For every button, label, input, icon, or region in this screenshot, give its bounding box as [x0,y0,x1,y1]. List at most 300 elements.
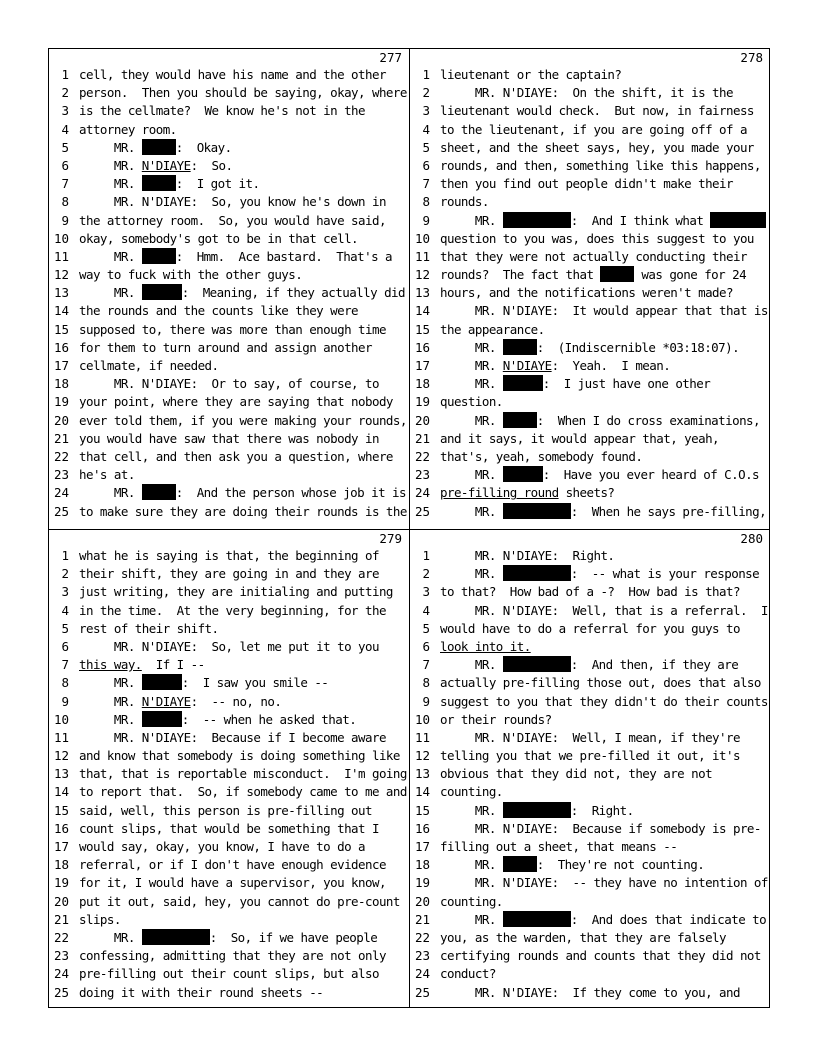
line-text: MR. N'DIAYE: Well, I mean, if they're [440,729,740,745]
transcript-line [49,393,408,411]
transcript-line [49,84,408,102]
line-number: 13 [53,766,69,782]
line-number: 11 [53,248,69,264]
transcript-line [410,547,769,565]
line-text: MR. : Okay. [79,139,232,155]
redaction-bar [710,212,766,228]
transcript-line [410,284,769,302]
line-number: 17 [53,839,69,854]
transcript-line [49,602,408,620]
transcript-line [410,102,769,120]
transcript-line [410,838,769,856]
line-number: 14 [414,303,430,319]
line-text: MR. : When I do cross examinations, [440,412,761,428]
transcript-line [49,747,408,765]
line-number: 11 [414,248,430,264]
transcript-line [410,157,769,175]
line-number: 7 [422,176,430,192]
transcript-line [49,729,408,747]
line-text: okay, somebody's got to be in that cell. [79,230,359,246]
transcript-line [49,412,408,430]
line-text: MR. : Have you ever heard of C.O.s [440,467,760,483]
transcript-line [49,212,408,230]
line-text: MR. : I got it. [79,176,260,192]
line-text: to the lieutenant, if you are going off of a [440,121,747,137]
line-text: MR. : I saw you smile -- [79,675,329,691]
redaction-bar [142,711,182,727]
line-text: counting. [440,893,503,909]
line-number: 3 [422,103,430,119]
line-number: 15 [53,802,69,818]
line-text: conduct? [440,966,496,982]
line-text: slips. [79,911,121,927]
transcript-line [49,583,408,601]
redaction-bar [503,503,571,519]
line-number: 5 [61,139,69,155]
line-text: would have to do a referral for you guys to [440,620,740,636]
line-number: 1 [61,67,69,82]
line-number: 19 [53,394,69,410]
transcript-line [49,965,408,983]
line-text: put it out, said, hey, you cannot do pre-count [79,893,400,909]
transcript-line [49,911,408,929]
transcript-line [49,674,408,692]
line-number: 16 [53,339,69,355]
transcript-line [49,284,408,302]
redaction-bar [503,802,571,818]
line-text: MR. : -- what is your response [440,566,760,582]
transcript-line [49,783,408,801]
line-number: 20 [53,893,69,909]
line-number: 19 [414,394,430,410]
line-text: that they were not actually conducting their [440,248,747,264]
line-number: 9 [61,212,69,228]
line-number: 5 [422,620,430,636]
line-text: you, as the warden, that they are falsely [440,929,727,945]
line-number: 12 [53,748,69,764]
line-number: 2 [422,566,430,582]
line-number: 6 [422,157,430,173]
line-text: MR. N'DIAYE: Because if I become aware [79,729,386,745]
line-number: 22 [53,929,69,945]
line-number: 4 [422,602,430,618]
transcript-line [49,339,408,357]
redaction-bar [142,929,210,945]
line-number: 8 [422,675,430,691]
transcript-line [410,248,769,266]
transcript-line [49,856,408,874]
line-text: referral, or if I don't have enough evidence [79,857,386,873]
line-number: 17 [53,358,69,373]
line-text: MR. : And the person whose job it is [79,485,406,501]
line-text: MR. N'DIAYE: Right. [440,548,615,563]
transcript-line [410,911,769,929]
line-number: 11 [53,729,69,745]
transcript-line [410,121,769,139]
transcript-line [410,302,769,320]
line-text: certifying rounds and counts that they did not [440,948,761,964]
transcript-line [49,321,408,339]
line-number: 1 [61,548,69,563]
line-text: you would have saw that there was nobody in [79,430,379,446]
transcript-line [49,230,408,248]
page-number: 279 [379,531,402,546]
redaction-bar [503,856,537,872]
line-number: 10 [53,230,69,246]
transcript-line [49,711,408,729]
transcript-line [49,266,408,284]
line-text: MR. : -- when he asked that. [79,711,357,727]
transcript-lines [410,66,769,521]
transcript-line [410,139,769,157]
transcript-line [410,656,769,674]
line-text: pre-filling round sheets? [440,485,615,501]
line-text: confessing, admitting that they are not only [79,948,386,964]
line-text: question. [440,394,503,410]
transcript-line [410,66,769,84]
line-text: counting. [440,784,503,800]
line-text: MR. N'DIAYE: If they come to you, and [440,984,740,1000]
line-number: 3 [422,584,430,600]
transcript-line [410,321,769,339]
line-text: MR. N'DIAYE: -- no, no. [79,693,282,709]
line-number: 25 [53,503,69,519]
line-number: 23 [53,467,69,483]
line-text: for it, I would have a supervisor, you know, [79,875,386,891]
transcript-line [410,711,769,729]
line-text: what he is saying is that, the beginning of [79,548,379,563]
line-number: 12 [414,748,430,764]
transcript-line [410,175,769,193]
transcript-line [49,448,408,466]
redaction-bar [503,339,537,355]
line-text: MR. N'DIAYE: It would appear that that is [440,303,768,319]
line-number: 21 [414,430,430,446]
line-text: rounds. [440,194,489,210]
redaction-bar [503,212,571,228]
line-number: 23 [53,948,69,964]
line-number: 25 [414,503,430,519]
line-text: telling you that we pre-filled it out, it's [440,748,740,764]
line-text: then you find out people didn't make their [440,176,733,192]
transcript-line [49,929,408,947]
line-number: 25 [53,984,69,1000]
transcript-line [49,302,408,320]
transcript-sheet [48,48,770,1008]
line-text: filling out a sheet, that means -- [440,839,678,854]
line-number: 13 [414,766,430,782]
line-number: 19 [414,875,430,891]
transcript-line [410,947,769,965]
line-text: and it says, it would appear that, yeah, [440,430,720,446]
line-text: MR. : Hmm. Ace bastard. That's a [79,248,393,264]
transcript-line [410,620,769,638]
page-number: 277 [379,50,402,65]
line-text: ever told them, if you were making your rounds, [79,412,407,428]
line-number: 21 [53,430,69,446]
line-number: 2 [422,85,430,101]
transcript-line [410,230,769,248]
transcript-line [49,947,408,965]
redaction-bar [503,466,543,482]
transcript-line [49,139,408,157]
transcript-line [410,893,769,911]
transcript-line [410,412,769,430]
line-text: supposed to, there was more than enough time [79,321,386,337]
transcript-line [410,802,769,820]
transcript-line [49,102,408,120]
transcript-line [410,856,769,874]
transcript-line [410,729,769,747]
transcript-line [49,820,408,838]
line-number: 8 [422,194,430,210]
transcript-line [410,193,769,211]
line-number: 14 [414,784,430,800]
line-text: pre-filling out their count slips, but also [79,966,379,982]
line-number: 14 [53,784,69,800]
line-number: 22 [414,929,430,945]
line-number: 6 [422,638,430,654]
line-number: 18 [53,376,69,392]
line-text: MR. : And I think what [440,212,766,230]
transcript-line [49,248,408,266]
line-number: 24 [53,966,69,982]
transcript-line [410,339,769,357]
line-number: 20 [53,412,69,428]
transcript-line [410,84,769,102]
line-number: 5 [422,139,430,155]
line-text: MR. N'DIAYE: -- they have no intention of [440,875,768,891]
line-number: 16 [414,820,430,836]
line-text: MR. N'DIAYE: Yeah. I mean. [440,358,671,373]
transcript-line [49,193,408,211]
line-text: sheet, and the sheet says, hey, you made your [440,139,754,155]
line-text: count slips, that would be something that I [79,820,379,836]
line-number: 9 [422,693,430,709]
line-number: 10 [414,711,430,727]
transcript-line [410,783,769,801]
line-number: 12 [53,267,69,283]
line-text: MR. : Right. [440,802,634,818]
redaction-bar [142,248,176,264]
line-text: this way. If I -- [79,657,205,673]
line-text: suggest to you that they didn't do their counts [440,693,768,709]
line-text: doing it with their round sheets -- [79,984,324,1000]
line-text: rounds, and then, something like this happens, [440,157,761,173]
line-text: MR. N'DIAYE: So, let me put it to you [79,638,379,654]
line-number: 9 [422,212,430,228]
line-number: 10 [414,230,430,246]
transcript-line [49,565,408,583]
line-text: would say, okay, you know, I have to do a [79,839,366,854]
transcript-line [410,503,769,521]
line-number: 6 [61,638,69,654]
line-text: MR. : (Indiscernible *03:18:07). [440,339,740,355]
transcript-line [49,375,408,393]
line-text: MR. : And does that indicate to [440,911,767,927]
transcript-line [49,503,408,521]
line-text: is the cellmate? We know he's not in the [79,103,366,119]
line-number: 22 [414,448,430,464]
line-number: 24 [414,966,430,982]
line-text: MR. : And then, if they are [440,657,739,673]
line-text: MR. N'DIAYE: Well, that is a referral. I [440,602,768,618]
line-text: that cell, and then ask you a question, where [79,448,393,464]
redaction-bar [503,375,543,391]
line-number: 18 [414,376,430,392]
redaction-bar [503,911,571,927]
line-text: the appearance. [440,321,545,337]
transcript-line [49,484,408,502]
line-text: that's, yeah, somebody found. [440,448,643,464]
transcript-line [49,121,408,139]
line-number: 4 [61,121,69,137]
line-number: 13 [414,285,430,301]
line-text: their shift, they are going in and they are [79,566,379,582]
line-text: MR. : They're not counting. [440,857,705,873]
line-text: obvious that they did not, they are not [440,766,713,782]
redaction-bar [503,565,571,581]
transcript-line [49,893,408,911]
line-number: 3 [61,584,69,600]
line-number: 21 [53,911,69,927]
line-text: person. Then you should be saying, okay, where [79,85,407,101]
transcript-line [49,984,408,1002]
line-number: 17 [414,358,430,373]
redaction-bar [142,674,182,690]
transcript-line [410,484,769,502]
page-278 [410,49,769,528]
page-280 [410,530,769,1009]
line-text: MR. : When he says pre-filling, [440,503,767,519]
line-number: 3 [61,103,69,119]
line-number: 7 [61,657,69,673]
line-text: MR. N'DIAYE: Or to say, of course, to [79,376,379,392]
transcript-line [410,466,769,484]
line-text: lieutenant or the captain? [440,67,622,82]
transcript-line [410,430,769,448]
line-number: 23 [414,948,430,964]
transcript-line [410,583,769,601]
transcript-line [49,157,408,175]
transcript-lines [410,547,769,1002]
transcript-line [410,602,769,620]
line-number: 18 [53,857,69,873]
transcript-line [49,547,408,565]
line-text: he's at. [79,467,135,483]
line-number: 22 [53,448,69,464]
line-text: rounds? The fact that was gone for 24 [440,267,747,283]
line-text: your point, where they are saying that nobody [79,394,393,410]
line-number: 11 [414,729,430,745]
page-number: 278 [740,50,763,65]
transcript-line [410,747,769,765]
line-number: 2 [61,85,69,101]
transcript-line [410,565,769,583]
transcript-line [49,656,408,674]
line-text: question to you was, does this suggest to you [440,230,754,246]
line-text: way to fuck with the other guys. [79,267,303,283]
line-text: MR. : I just have one other [440,376,711,392]
line-text: cellmate, if needed. [79,358,219,373]
transcript-line [410,638,769,656]
line-text: just writing, they are initialing and putting [79,584,393,600]
line-text: MR. : Meaning, if they actually did [79,285,406,301]
transcript-line [410,448,769,466]
transcript-line [410,212,769,230]
line-text: the attorney room. So, you would have said, [79,212,386,228]
line-number: 13 [53,285,69,301]
transcript-line [410,820,769,838]
line-text: MR. N'DIAYE: On the shift, it is the [440,85,733,101]
line-number: 1 [422,67,430,82]
transcript-line [49,874,408,892]
redaction-bar [600,266,634,282]
transcript-line [49,430,408,448]
transcript-line [410,357,769,375]
line-text: in the time. At the very beginning, for the [79,602,386,618]
line-number: 17 [414,839,430,854]
line-text: hours, and the notifications weren't made? [440,285,733,301]
line-number: 4 [61,602,69,618]
line-text: cell, they would have his name and the other [79,67,386,82]
line-number: 5 [61,620,69,636]
transcript-lines [49,66,408,521]
line-text: and know that somebody is doing something like [79,748,400,764]
redaction-bar [142,175,176,191]
page-277 [49,49,408,528]
page-279 [49,530,408,1009]
transcript-line [410,693,769,711]
line-number: 8 [61,194,69,210]
transcript-line [49,693,408,711]
line-text: for them to turn around and assign another [79,339,372,355]
transcript-line [410,965,769,983]
line-text: MR. N'DIAYE: So, you know he's down in [79,194,386,210]
redaction-bar [142,139,176,155]
page-number: 280 [740,531,763,546]
line-text: to report that. So, if somebody came to me and [79,784,407,800]
line-number: 25 [414,984,430,1000]
line-text: rest of their shift. [79,620,219,636]
line-number: 4 [422,121,430,137]
line-number: 18 [414,857,430,873]
line-text: to that? How bad of a -? How bad is that? [440,584,740,600]
line-number: 16 [414,339,430,355]
transcript-line [49,765,408,783]
line-text: look into it. [440,638,531,654]
redaction-bar [142,284,182,300]
transcript-line [410,674,769,692]
transcript-line [410,393,769,411]
line-number: 16 [53,820,69,836]
line-number: 15 [414,802,430,818]
transcript-line [410,266,769,284]
redaction-bar [503,656,571,672]
line-number: 12 [414,267,430,283]
line-number: 23 [414,467,430,483]
line-text: the rounds and the counts like they were [79,303,359,319]
line-number: 20 [414,893,430,909]
line-number: 9 [61,693,69,709]
transcript-line [49,66,408,84]
line-text: to make sure they are doing their rounds is the [79,503,407,519]
redaction-bar [503,412,537,428]
line-number: 24 [53,485,69,501]
line-number: 2 [61,566,69,582]
transcript-line [49,357,408,375]
transcript-line [49,175,408,193]
